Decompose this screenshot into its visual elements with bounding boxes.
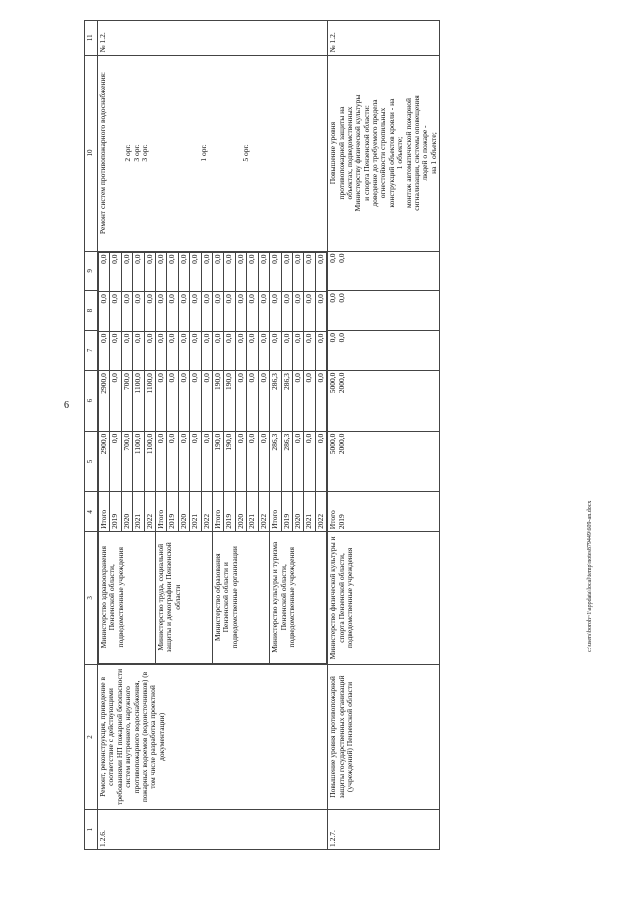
value-cell: 0,0 (270, 292, 281, 332)
value-cell: 0,0 (121, 331, 132, 371)
value-cell: 0,0 (304, 252, 315, 292)
indicator-note: 5 орг. (240, 144, 250, 162)
total-column (328, 431, 440, 492)
budget-cell: 0,0 (110, 371, 121, 432)
year-cell: 2021 (247, 492, 258, 532)
value-cell: 0,0 (292, 292, 303, 332)
year-cell: 2022 (201, 492, 212, 532)
value-cell: 0,0 (144, 331, 155, 371)
value-cell: 0,0 (315, 331, 326, 371)
year-cell: Итого (213, 492, 224, 532)
total-cell: 1100,0 (133, 431, 144, 492)
column-number: 2 (85, 664, 98, 810)
value-cell: 0,0 (144, 292, 155, 332)
year-cell: 2019 (336, 514, 346, 530)
column-numbers-row (85, 21, 98, 850)
value-cell: 0,0 (292, 331, 303, 371)
value-cell: 0,0 (336, 332, 346, 343)
budget-cell: 0,0 (258, 371, 269, 432)
value-cell: 0,0 (121, 292, 132, 332)
indicator-line: конструкций объектов кровли - на (386, 98, 396, 208)
column-number: 8 (85, 291, 98, 331)
column-number: 6 (85, 370, 98, 431)
value-cell: 0,0 (292, 252, 303, 292)
value-cell: 0,0 (213, 252, 224, 292)
total-cell: 286,3 (281, 431, 292, 492)
value-cell: 0,0 (258, 252, 269, 292)
total-cell: 286,3 (270, 431, 281, 492)
total-cell: 2000,0 (336, 433, 346, 455)
indicator-cell (328, 55, 440, 251)
value-cell: 0,0 (178, 292, 189, 332)
budget-cell: 286,3 (281, 371, 292, 432)
budget-cell: 190,0 (224, 371, 235, 432)
value-cell: 0,0 (328, 332, 338, 343)
year-cell: 2019 (167, 492, 178, 532)
indicator-line: сигнализации, системы оповещения (412, 95, 422, 211)
value-cell: 0,0 (247, 252, 258, 292)
year-cell: 2020 (235, 492, 246, 532)
budget-cell: 2900,0 (99, 371, 110, 432)
value-cell: 0,0 (336, 293, 346, 303)
executor-name: Министерство труда, социальной защиты и демографии Пензенской области (156, 531, 213, 663)
column-number: 3 (85, 532, 98, 664)
year-cell: 2019 (110, 492, 121, 532)
budget-cell: 1100,0 (133, 371, 144, 432)
indicator-line: на 1 объекте; (428, 132, 438, 174)
value-cell: 0,0 (110, 292, 121, 332)
executor-name: Министерство культуры и туризма Пензенской области, подведомственные учреждения (270, 531, 327, 663)
year-cell: 2022 (315, 492, 326, 532)
executor-name: Министерство физической культуры и спорта Пензенской области, подведомственные учреждения (328, 532, 440, 664)
value-cell: 0,0 (281, 292, 292, 332)
value-cell: 0,0 (336, 253, 346, 263)
indicator-note: 2 орг. (123, 144, 133, 162)
activity-number: 1.2.7. (328, 810, 440, 850)
year-cell: Итого (156, 492, 167, 532)
budget-cell: 0,0 (167, 371, 178, 432)
value-cell: 0,0 (201, 292, 212, 332)
value-cell: 0,0 (133, 252, 144, 292)
activity-row-1-2-7 (328, 21, 440, 850)
year-cell: Итого (99, 492, 110, 532)
budget-cell: 0,0 (201, 371, 212, 432)
value-cell: 0,0 (110, 252, 121, 292)
value-cell: 0,0 (281, 252, 292, 292)
budget-cell: 1100,0 (144, 371, 155, 432)
column-number: 9 (85, 251, 98, 291)
activity-row-1-2-6 (98, 21, 328, 850)
value-column (328, 330, 440, 370)
executor-blocks (98, 251, 328, 664)
column-number: 1 (85, 810, 98, 850)
year-cell: 2020 (292, 492, 303, 532)
value-cell: 0,0 (281, 331, 292, 371)
budget-cell: 0,0 (178, 371, 189, 432)
value-cell: 0,0 (133, 292, 144, 332)
column-number: 5 (85, 431, 98, 492)
year-cell: 2021 (304, 492, 315, 532)
value-cell: 0,0 (258, 292, 269, 332)
year-cell: 2022 (258, 492, 269, 532)
value-cell: 0,0 (235, 331, 246, 371)
indicator-line: объектах, подведомственных (344, 106, 354, 200)
value-cell: 0,0 (270, 331, 281, 371)
value-cell: 0,0 (133, 331, 144, 371)
executor-name: Министерство здравоохранения Пензенской области, подведомственные учреждения (99, 531, 156, 663)
value-cell: 0,0 (167, 252, 178, 292)
year-cell: 2021 (190, 492, 201, 532)
value-cell: 0,0 (190, 292, 201, 332)
total-cell: 0,0 (247, 431, 258, 492)
executor-name: Министерство образования Пензенской области и подведомственные организации (213, 531, 270, 663)
value-cell: 0,0 (201, 252, 212, 292)
indicator-line: и спорта Пензенской области: (361, 105, 371, 201)
value-cell: 0,0 (99, 292, 110, 332)
year-cell: 2020 (121, 492, 132, 532)
value-cell: 0,0 (144, 252, 155, 292)
total-cell: 0,0 (156, 431, 167, 492)
value-cell: 0,0 (167, 292, 178, 332)
value-cell: 0,0 (224, 252, 235, 292)
target-indicator-ref: № 1.2. (98, 21, 328, 56)
value-cell: 0,0 (213, 331, 224, 371)
total-cell: 0,0 (304, 431, 315, 492)
budget-cell: 2000,0 (336, 372, 346, 394)
indicator-line: противопожарной защиты на (336, 106, 346, 200)
indicator-line: доведение до требуемого предела (370, 99, 380, 207)
total-cell: 0,0 (258, 431, 269, 492)
budget-cell: 190,0 (213, 371, 224, 432)
target-indicator-ref: № 1.2. (328, 21, 440, 56)
total-cell: 0,0 (190, 431, 201, 492)
value-cell: 0,0 (156, 292, 167, 332)
value-cell: 0,0 (315, 292, 326, 332)
column-number: 11 (85, 21, 98, 56)
total-cell: 190,0 (213, 431, 224, 492)
page-number: 6 (64, 400, 69, 411)
total-cell: 0,0 (292, 431, 303, 492)
budget-cell: 0,0 (235, 371, 246, 432)
year-cell: 2020 (178, 492, 189, 532)
value-cell: 0,0 (235, 292, 246, 332)
year-cell: 2019 (224, 492, 235, 532)
total-cell: 1100,0 (144, 431, 155, 492)
value-cell: 0,0 (178, 331, 189, 371)
value-cell: 0,0 (270, 252, 281, 292)
year-cell: 2019 (281, 492, 292, 532)
indicator-heading: Ремонт систем противопожарного водоснабжения: (98, 71, 107, 235)
value-cell: 0,0 (304, 292, 315, 332)
value-cell: 0,0 (328, 293, 338, 303)
indicator-line: 1 объекте; (395, 136, 405, 170)
total-cell: 0,0 (178, 431, 189, 492)
value-cell: 0,0 (224, 292, 235, 332)
total-cell: 0,0 (167, 431, 178, 492)
budget-cell: 0,0 (315, 371, 326, 432)
total-cell: 190,0 (224, 431, 235, 492)
indicator-cell (98, 55, 328, 251)
value-cell: 0,0 (110, 331, 121, 371)
budget-cell: 0,0 (304, 371, 315, 432)
column-number: 4 (85, 492, 98, 532)
total-cell: 0,0 (315, 431, 326, 492)
budget-cell: 700,0 (121, 371, 132, 432)
value-cell: 0,0 (156, 252, 167, 292)
value-cell: 0,0 (213, 292, 224, 332)
value-cell: 0,0 (190, 331, 201, 371)
activity-name: Ремонт, реконструкция, приведение в соответствие с действующими требованиями НП пожарной безопасности систем внутреннего, наружного противопожарного водоснабжения, пожарных водоемов (водоисточников) (в том числе разработка проектной документации) (98, 664, 328, 810)
indicator-line: монтаж автоматической пожарной (403, 98, 413, 209)
value-cell: 0,0 (190, 252, 201, 292)
value-cell: 0,0 (201, 331, 212, 371)
program-activities-table (84, 20, 440, 850)
budget-column (328, 370, 440, 431)
indicator-note: 1 орг. (198, 144, 208, 162)
indicator-line: людей о пожаре - (420, 125, 430, 181)
value-cell: 0,0 (167, 331, 178, 371)
value-cell: 0,0 (178, 252, 189, 292)
value-cell: 0,0 (258, 331, 269, 371)
budget-cell: 5000,0 (328, 372, 338, 394)
activity-name: Повышение уровня противопожарной защиты государственных организаций (учреждений) Пензенской области (328, 664, 440, 810)
rotated-page-content (84, 20, 604, 850)
footer-file-path: c:\users\boroh~1\appdata\local\temp\notes879449\609-an.docx (587, 500, 593, 652)
budget-cell: 0,0 (247, 371, 258, 432)
total-cell: 2900,0 (99, 431, 110, 492)
budget-cell: 0,0 (292, 371, 303, 432)
indicator-note: 3 орг. (139, 144, 149, 162)
activity-number: 1.2.6. (98, 810, 328, 850)
total-cell: 5000,0 (328, 433, 338, 455)
value-cell: 0,0 (247, 331, 258, 371)
year-column (328, 492, 440, 532)
column-number: 7 (85, 330, 98, 370)
value-cell: 0,0 (99, 331, 110, 371)
year-cell: Итого (270, 492, 281, 532)
value-cell: 0,0 (304, 331, 315, 371)
value-cell: 0,0 (315, 252, 326, 292)
value-cell: 0,0 (99, 252, 110, 292)
value-cell: 0,0 (121, 252, 132, 292)
total-cell: 0,0 (201, 431, 212, 492)
year-cell: 2022 (144, 492, 155, 532)
total-cell: 0,0 (110, 431, 121, 492)
indicator-line: Повышение уровня (328, 121, 338, 185)
year-cell: 2021 (133, 492, 144, 532)
value-column (328, 291, 440, 331)
budget-cell: 0,0 (190, 371, 201, 432)
indicator-note: 3 орг. (131, 144, 141, 162)
column-number: 10 (85, 55, 98, 251)
indicator-line: Министерству физической культуры (353, 94, 363, 212)
value-cell: 0,0 (235, 252, 246, 292)
indicator-line: огнестойкости стропильных (378, 107, 388, 199)
value-cell: 0,0 (156, 331, 167, 371)
budget-cell: 0,0 (156, 371, 167, 432)
budget-cell: 286,3 (270, 371, 281, 432)
value-cell: 0,0 (224, 331, 235, 371)
value-cell: 0,0 (328, 253, 338, 263)
year-cell: Итого (328, 510, 338, 530)
value-column (328, 251, 440, 291)
total-cell: 700,0 (121, 431, 132, 492)
value-cell: 0,0 (247, 292, 258, 332)
total-cell: 0,0 (235, 431, 246, 492)
